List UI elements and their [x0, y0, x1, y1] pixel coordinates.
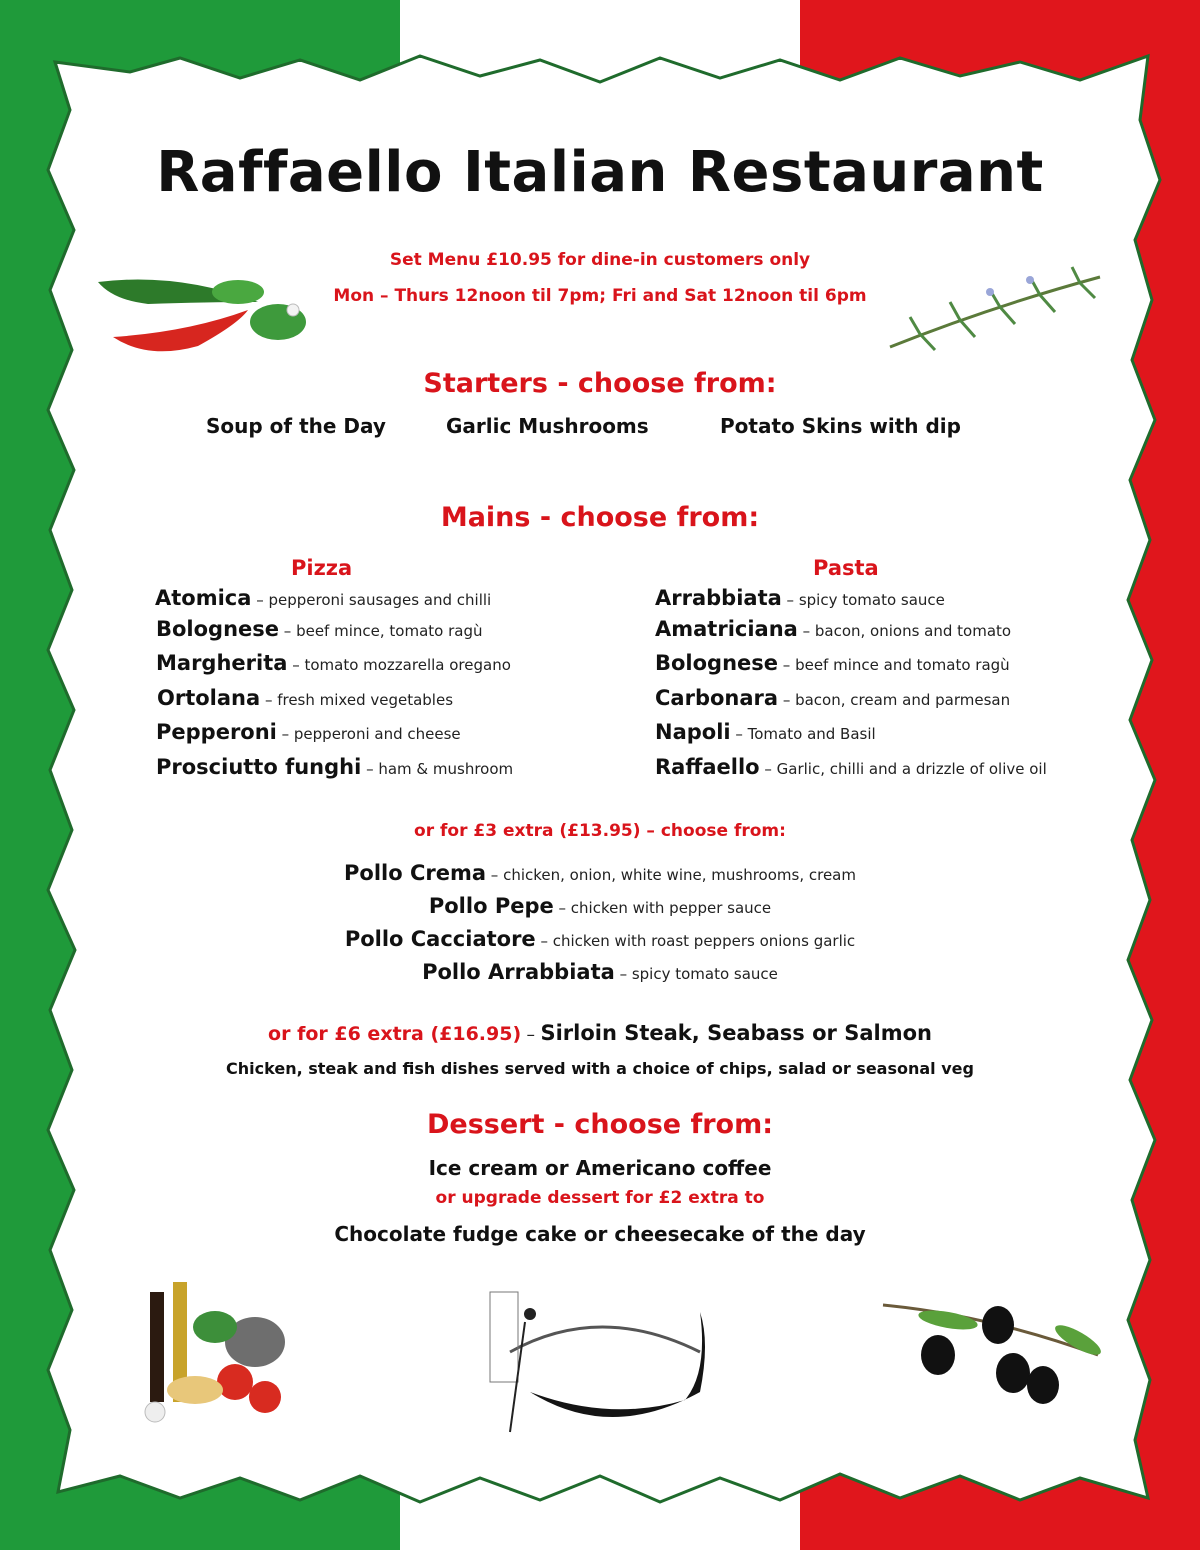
pollo-item: Pollo Crema – chicken, onion, white wine, mushrooms, cream: [344, 861, 856, 885]
starter-item: Potato Skins with dip: [720, 414, 961, 438]
pasta-item: Amatriciana – bacon, onions and tomato: [655, 617, 1012, 641]
pizza-item: Atomica – pepperoni sausages and chilli: [155, 586, 492, 610]
pizza-item: Ortolana – fresh mixed vegetables: [157, 686, 454, 710]
pizza-heading: Pizza: [291, 556, 353, 580]
set-menu-price: Set Menu £10.95 for dine-in customers only: [389, 250, 811, 270]
pasta-item: Raffaello – Garlic, chilli and a drizzle of olive oil: [655, 755, 1047, 779]
pizza-item: Prosciutto funghi – ham & mushroom: [156, 755, 514, 779]
pollo-item: Pollo Arrabbiata – spicy tomato sauce: [422, 960, 778, 984]
extra6-note: Chicken, steak and fish dishes served with a choice of chips, salad or seasonal veg: [226, 1059, 974, 1078]
pasta-item: Napoli – Tomato and Basil: [655, 720, 876, 744]
pasta-item: Bolognese – beef mince and tomato ragù: [655, 651, 1010, 675]
dessert-line2: Chocolate fudge cake or cheesecake of the day: [334, 1222, 866, 1246]
pizza-item: Bolognese – beef mince, tomato ragù: [156, 617, 483, 641]
dessert-line1: Ice cream or Americano coffee: [428, 1156, 772, 1180]
olive-oil-ingredients-icon: [105, 1272, 300, 1427]
pasta-item: Carbonara – bacon, cream and parmesan: [655, 686, 1011, 710]
chilli-peppers-icon: [88, 262, 313, 372]
dessert-upgrade: or upgrade dessert for £2 extra to: [435, 1188, 765, 1208]
black-olives-icon: [878, 1295, 1103, 1415]
pollo-item: Pollo Pepe – chicken with pepper sauce: [428, 894, 772, 918]
mains-heading: Mains - choose from:: [440, 502, 760, 533]
pizza-item: Margherita – tomato mozzarella oregano: [156, 651, 511, 675]
rosemary-icon: [880, 262, 1110, 362]
pasta-heading: Pasta: [813, 556, 879, 580]
starter-item: Garlic Mushrooms: [446, 414, 649, 438]
venice-gondola-icon: [470, 1282, 730, 1447]
set-menu-hours: Mon – Thurs 12noon til 7pm; Fri and Sat 12noon til 6pm: [333, 286, 867, 306]
extra6-line: or for £6 extra (£16.95) – Sirloin Steak, Seabass or Salmon: [268, 1021, 932, 1045]
extra3-heading: or for £3 extra (£13.95) – choose from:: [414, 821, 786, 841]
dessert-heading: Dessert - choose from:: [426, 1109, 774, 1140]
pollo-item: Pollo Cacciatore – chicken with roast peppers onions garlic: [344, 927, 856, 951]
starters-heading: Starters - choose from:: [423, 368, 777, 399]
pasta-item: Arrabbiata – spicy tomato sauce: [655, 586, 945, 610]
starter-item: Soup of the Day: [206, 414, 386, 438]
page-title: Raffaello Italian Restaurant: [156, 140, 1044, 205]
pizza-item: Pepperoni – pepperoni and cheese: [156, 720, 461, 744]
